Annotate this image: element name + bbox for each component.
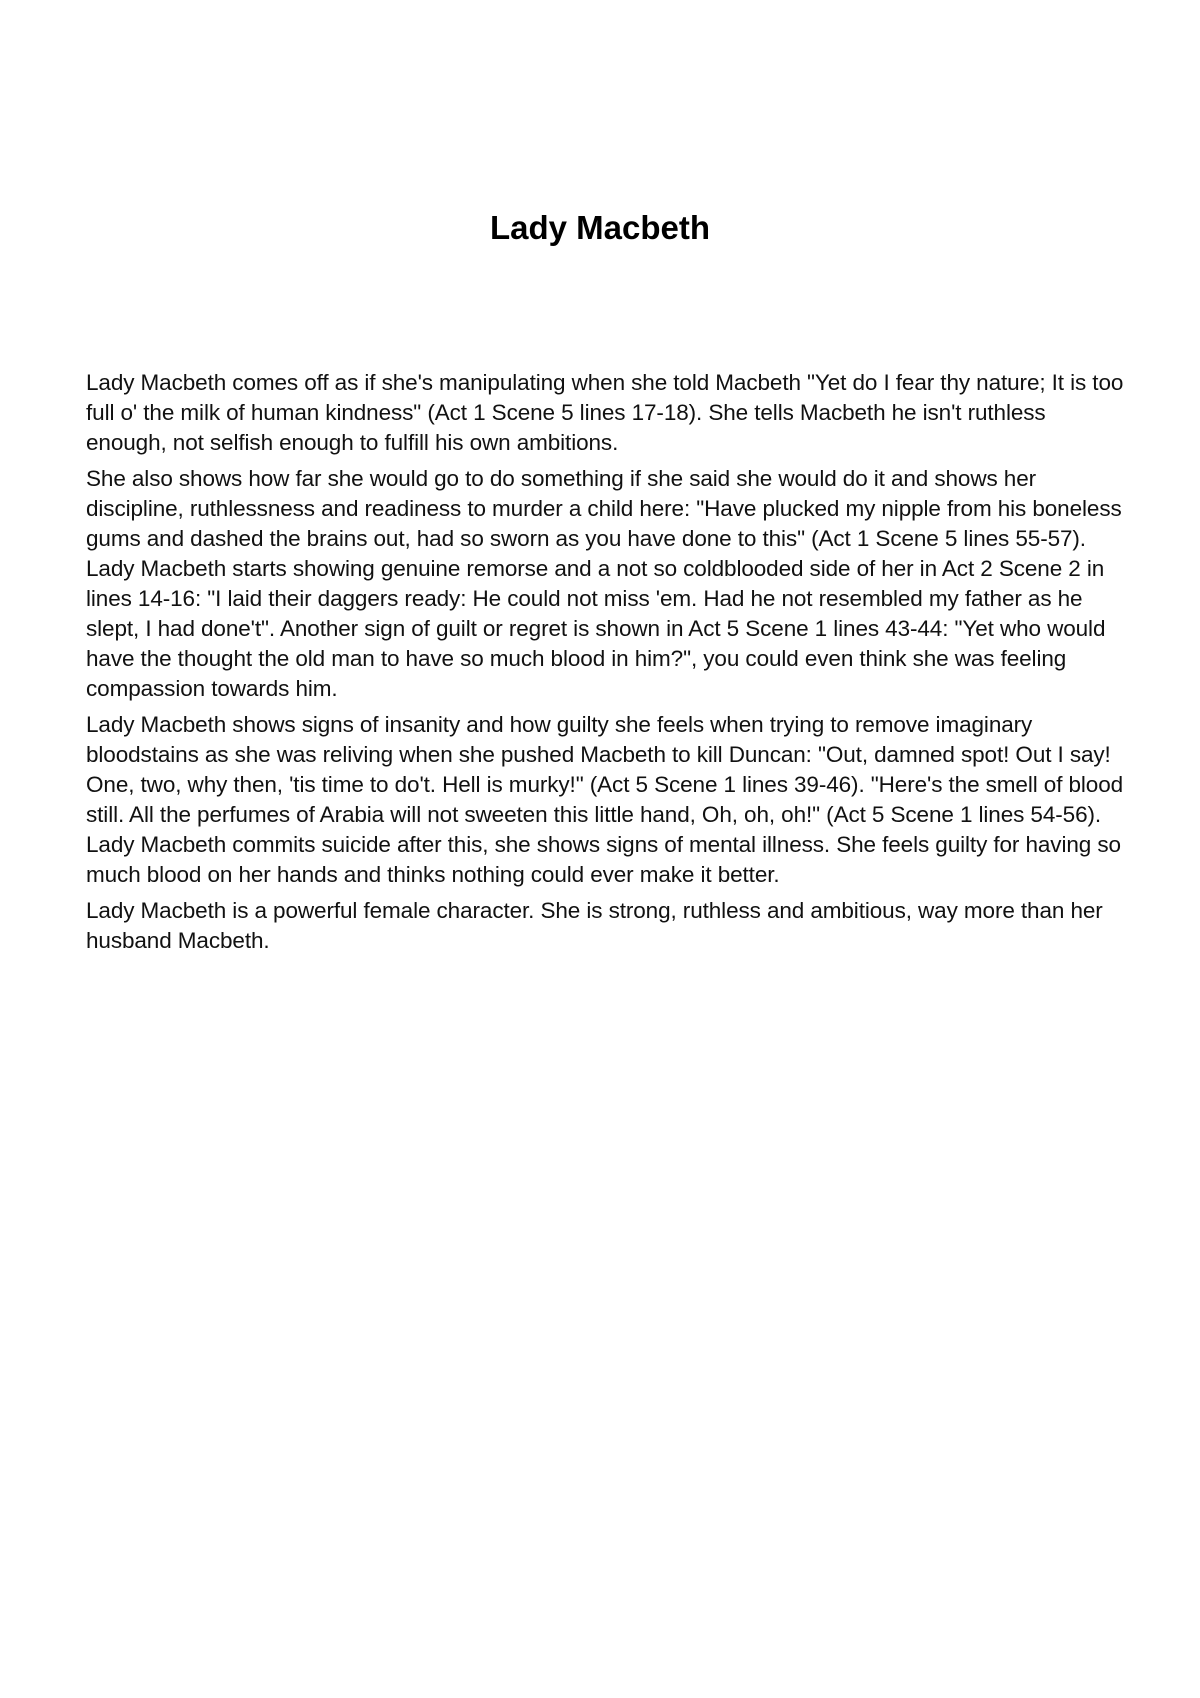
body-paragraph: Lady Macbeth is a powerful female character. She is strong, ruthless and ambitious, way more than her husband Macbeth. [86, 898, 1103, 953]
body-paragraph: Lady Macbeth comes off as if she's manipulating when she told Macbeth "Yet do I fear thy nature; It is too full o' the milk of human kindness" (Act 1 Scene 5 lines 17-18). She tells Macbeth he isn't ruthless enough, not selfish enough to fulfill his own ambitions. [86, 370, 1124, 455]
body-paragraph: She also shows how far she would go to do something if she said she would do it and shows her discipline, ruthlessness and readiness to murder a child here: "Have plucked my nipple from his boneless gums and dashed the brains out, had so sworn as you have done to this" (Act 1 Scene 5 lines 55-57). Lady Macbeth starts showing genuine remorse and a not so coldblooded side of her in Act 2 Scene 2 in lines 14-16: "I laid their daggers ready: He could not miss 'em. Had he not resembled my father as he slept, I had done't". Another sign of guilt or regret is shown in Act 5 Scene 1 lines 43-44: "Yet who would have the thought the old man to have so much blood in him?", you could even think she was feeling compassion towards him. [86, 466, 1122, 701]
document-body [86, 368, 1126, 962]
body-paragraph: Lady Macbeth shows signs of insanity and how guilty she feels when trying to remove imaginary bloodstains as she was reliving when she pushed Macbeth to kill Duncan: "Out, damned spot! Out I say! One, two, why then, 'tis time to do't. Hell is murky!" (Act 5 Scene 1 lines 39-46). "Here's the smell of blood still. All the perfumes of Arabia will not sweeten this little hand, Oh, oh, oh!" (Act 5 Scene 1 lines 54-56). Lady Macbeth commits suicide after this, she shows signs of mental illness. She feels guilty for having so much blood on her hands and thinks nothing could ever make it better. [86, 712, 1124, 887]
document-title: Lady Macbeth [489, 209, 711, 246]
